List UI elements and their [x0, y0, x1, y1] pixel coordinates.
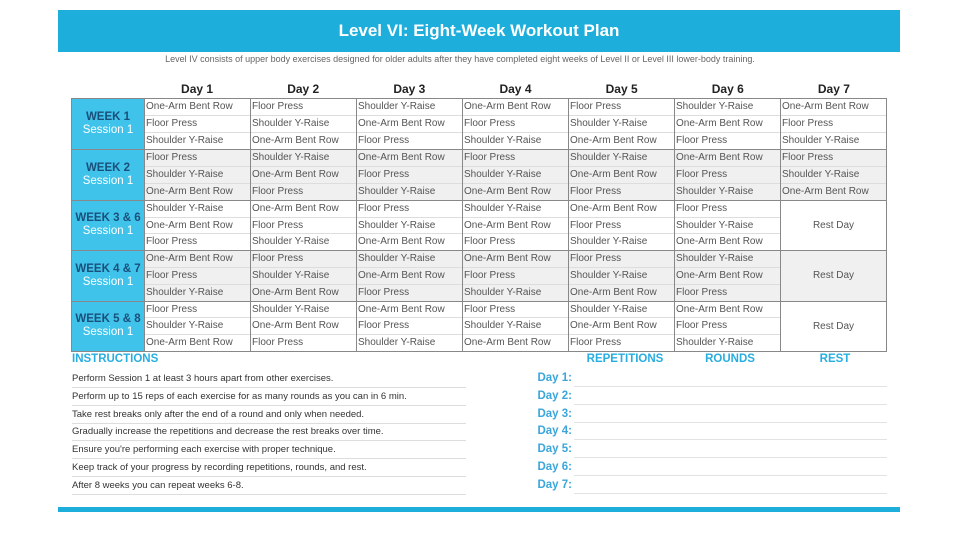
log-day-label: Day 2: [537, 389, 572, 402]
rest-day-cell: Rest Day [781, 251, 886, 300]
day-cell [569, 302, 675, 351]
exercise: Shoulder Y-Raise [357, 99, 462, 116]
exercise: Shoulder Y-Raise [251, 302, 356, 319]
exercise: One-Arm Bent Row [357, 268, 462, 285]
log-day-label: Day 4: [537, 425, 572, 438]
week-label [72, 251, 145, 300]
day-cell [781, 150, 886, 199]
exercise: Shoulder Y-Raise [675, 218, 780, 235]
exercise: Floor Press [463, 150, 568, 167]
day-cell [675, 99, 781, 149]
exercise: Floor Press [252, 185, 304, 197]
exercise: One-Arm Bent Row [781, 99, 886, 116]
day-cell [251, 99, 357, 149]
exercise: One-Arm Bent Row [463, 251, 568, 268]
session-name: Session 1 [82, 225, 134, 238]
exercise: Floor Press [569, 218, 674, 235]
day-cell [357, 150, 463, 199]
instruction-item: Ensure you're performing each exercise with proper technique. [72, 441, 466, 459]
exercise: Shoulder Y-Raise [569, 116, 674, 133]
instruction-item: Take rest breaks only after the end of a round and only when needed. [72, 406, 466, 424]
exercise: One-Arm Bent Row [569, 167, 674, 184]
log-header: REST [819, 353, 851, 365]
exercise: Shoulder Y-Raise [145, 167, 250, 184]
week-name: WEEK 1 [85, 111, 131, 124]
log-day-label: Day 7: [537, 478, 572, 491]
day-header: Day 6 [711, 82, 744, 96]
exercise: One-Arm Bent Row [251, 318, 356, 335]
day-cell [463, 251, 569, 300]
exercise: One-Arm Bent Row [675, 116, 780, 133]
exercise: One-Arm Bent Row [357, 150, 462, 167]
exercise: Shoulder Y-Raise [675, 251, 780, 268]
exercise: One-Arm Bent Row [146, 185, 233, 197]
exercise: One-Arm Bent Row [463, 218, 568, 235]
day-cell [781, 99, 886, 149]
exercise: Floor Press [251, 251, 356, 268]
exercise: One-Arm Bent Row [675, 150, 780, 167]
day-header: Day 3 [393, 82, 426, 96]
exercise: Floor Press [357, 318, 462, 335]
week-name: WEEK 2 [85, 162, 131, 175]
exercise: Floor Press [145, 268, 250, 285]
exercise: One-Arm Bent Row [570, 135, 657, 147]
workout-table [71, 98, 887, 352]
exercise: Floor Press [358, 135, 410, 147]
exercise: Shoulder Y-Raise [145, 201, 250, 218]
week-row [72, 149, 886, 199]
exercise: Floor Press [358, 286, 410, 298]
exercise: Floor Press [357, 201, 462, 218]
exercise: One-Arm Bent Row [251, 201, 356, 218]
week-name: WEEK 5 & 8 [75, 313, 141, 326]
exercise: Shoulder Y-Raise [569, 268, 674, 285]
day-cell [251, 302, 357, 351]
exercise: One-Arm Bent Row [676, 236, 763, 248]
day-headers [144, 82, 887, 96]
exercise: Floor Press [676, 286, 728, 298]
exercise: Floor Press [145, 150, 250, 167]
exercise: One-Arm Bent Row [252, 286, 339, 298]
instruction-item: Perform up to 15 reps of each exercise for as many rounds as you can in 6 min. [72, 388, 466, 406]
week-row [72, 250, 886, 300]
intro-text: Level IV consists of upper body exercises designed for older adults after they have completed eight weeks of Level II or Level III lower-body training. [165, 54, 755, 64]
day-cell [569, 251, 675, 300]
log-day-label: Day 5: [537, 443, 572, 456]
day-cell [145, 251, 251, 300]
log-entry-line[interactable] [574, 369, 887, 387]
exercise: Shoulder Y-Raise [357, 251, 462, 268]
week-label [72, 150, 145, 199]
instruction-item: Keep track of your progress by recording repetitions, rounds, and rest. [72, 459, 466, 477]
exercise: One-Arm Bent Row [252, 135, 339, 147]
exercise: Shoulder Y-Raise [676, 185, 754, 197]
exercise: Shoulder Y-Raise [357, 218, 462, 235]
exercise: Shoulder Y-Raise [464, 135, 542, 147]
exercise: Shoulder Y-Raise [251, 116, 356, 133]
week-label [72, 302, 145, 351]
rest-day-cell: Rest Day [812, 320, 855, 332]
exercise: One-Arm Bent Row [357, 116, 462, 133]
exercise: Floor Press [464, 236, 516, 248]
day-header: Day 2 [287, 82, 320, 96]
exercise: Shoulder Y-Raise [569, 150, 674, 167]
week-label [72, 201, 145, 250]
week-row [72, 200, 886, 250]
exercise: Floor Press [569, 251, 674, 268]
week-name: WEEK 3 & 6 [75, 212, 141, 225]
log-day-label: Day 3: [537, 407, 572, 420]
day-cell [463, 150, 569, 199]
log-entry-line[interactable] [574, 476, 887, 494]
exercise: Shoulder Y-Raise [781, 167, 886, 184]
exercise: Shoulder Y-Raise [676, 337, 754, 349]
session-name: Session 1 [82, 275, 134, 288]
day-cell [357, 251, 463, 300]
exercise: Floor Press [146, 236, 198, 248]
exercise: Floor Press [569, 99, 674, 116]
exercise: Shoulder Y-Raise [463, 167, 568, 184]
footer-bar [58, 507, 900, 512]
exercise: Shoulder Y-Raise [145, 318, 250, 335]
page-title: Level VI: Eight-Week Workout Plan [58, 10, 900, 52]
exercise: Floor Press [463, 116, 568, 133]
exercise: One-Arm Bent Row [358, 236, 445, 248]
day-cell [569, 150, 675, 199]
exercise: One-Arm Bent Row [463, 99, 568, 116]
day-cell [357, 302, 463, 351]
exercise: One-Arm Bent Row [675, 302, 780, 319]
day-cell [145, 201, 251, 250]
exercise: Floor Press [675, 318, 780, 335]
exercise: One-Arm Bent Row [145, 218, 250, 235]
session-name: Session 1 [82, 124, 134, 137]
day-cell [569, 99, 675, 149]
exercise: Floor Press [675, 201, 780, 218]
day-cell [675, 201, 781, 250]
log-day-label: Day 6: [537, 461, 572, 473]
exercise: Floor Press [463, 302, 568, 319]
exercise: One-Arm Bent Row [251, 167, 356, 184]
exercise: Floor Press [145, 302, 250, 319]
day-cell [463, 201, 569, 250]
log-day-label: Day 1: [537, 372, 572, 384]
exercise: Floor Press [570, 337, 622, 349]
day-header: Day 5 [605, 82, 638, 96]
log-entry-line[interactable] [574, 440, 887, 458]
exercise: Shoulder Y-Raise [675, 99, 780, 116]
day-cell [675, 302, 781, 351]
day-cell [463, 99, 569, 149]
exercise: Shoulder Y-Raise [251, 268, 356, 285]
session-name: Session 1 [82, 175, 134, 188]
day-cell [357, 99, 463, 149]
day-header: Day 1 [181, 82, 214, 96]
exercise: Shoulder Y-Raise [782, 135, 860, 147]
exercise: Shoulder Y-Raise [570, 236, 648, 248]
log-entry-line[interactable] [574, 422, 887, 440]
exercise: Shoulder Y-Raise [569, 302, 674, 319]
day-cell [463, 302, 569, 351]
week-row [72, 99, 886, 149]
exercise: One-Arm Bent Row [675, 268, 780, 285]
exercise: One-Arm Bent Row [782, 185, 869, 197]
instruction-item: Gradually increase the repetitions and decrease the rest breaks over time. [72, 423, 466, 441]
day-cell [357, 201, 463, 250]
instruction-item: After 8 weeks you can repeat weeks 6-8. [72, 477, 466, 495]
exercise: Shoulder Y-Raise [252, 236, 330, 248]
exercise: Shoulder Y-Raise [358, 337, 436, 349]
exercise: Floor Press [781, 116, 886, 133]
exercise: Shoulder Y-Raise [463, 318, 568, 335]
exercise: Floor Press [676, 135, 728, 147]
exercise: Floor Press [251, 99, 356, 116]
log-entry-line[interactable] [574, 458, 887, 476]
day-cell [569, 201, 675, 250]
session-name: Session 1 [82, 326, 134, 339]
exercise: One-Arm Bent Row [464, 185, 551, 197]
exercise: Floor Press [463, 268, 568, 285]
week-row [72, 301, 886, 351]
exercise: Floor Press [145, 116, 250, 133]
exercise: One-Arm Bent Row [145, 99, 250, 116]
instruction-item: Perform Session 1 at least 3 hours apart from other exercises. [72, 370, 466, 388]
exercise: One-Arm Bent Row [146, 337, 233, 349]
day-cell [251, 150, 357, 199]
exercise: Floor Press [570, 185, 622, 197]
log-header: REPETITIONS [586, 353, 664, 365]
day-cell [675, 251, 781, 300]
week-name: WEEK 4 & 7 [75, 262, 141, 275]
day-cell [145, 302, 251, 351]
exercise: Shoulder Y-Raise [146, 286, 224, 298]
exercise: One-Arm Bent Row [570, 286, 657, 298]
log-header: ROUNDS [705, 353, 755, 365]
exercise: Shoulder Y-Raise [146, 135, 224, 147]
day-header: Day 7 [817, 82, 850, 96]
exercise: Shoulder Y-Raise [463, 201, 568, 218]
exercise: Floor Press [252, 337, 304, 349]
exercise: One-Arm Bent Row [464, 337, 551, 349]
exercise: One-Arm Bent Row [569, 201, 674, 218]
log-entry-line[interactable] [574, 405, 887, 423]
day-cell [145, 150, 251, 199]
rest-day-cell: Rest Day [812, 219, 855, 231]
exercise: Floor Press [781, 150, 886, 167]
day-cell [251, 251, 357, 300]
exercise: Floor Press [675, 167, 780, 184]
day-cell [251, 201, 357, 250]
exercise: Shoulder Y-Raise [358, 185, 436, 197]
exercise: Shoulder Y-Raise [464, 286, 542, 298]
exercise: Floor Press [357, 167, 462, 184]
day-cell [145, 99, 251, 149]
log-entry-line[interactable] [574, 387, 887, 405]
instructions-heading: INSTRUCTIONS [72, 353, 159, 365]
day-header: Day 4 [499, 82, 532, 96]
exercise: One-Arm Bent Row [145, 251, 250, 268]
exercise: One-Arm Bent Row [357, 302, 462, 319]
day-cell [675, 150, 781, 199]
exercise: One-Arm Bent Row [569, 318, 674, 335]
exercise: Floor Press [251, 218, 356, 235]
week-label [72, 99, 145, 149]
exercise: Shoulder Y-Raise [251, 150, 356, 167]
